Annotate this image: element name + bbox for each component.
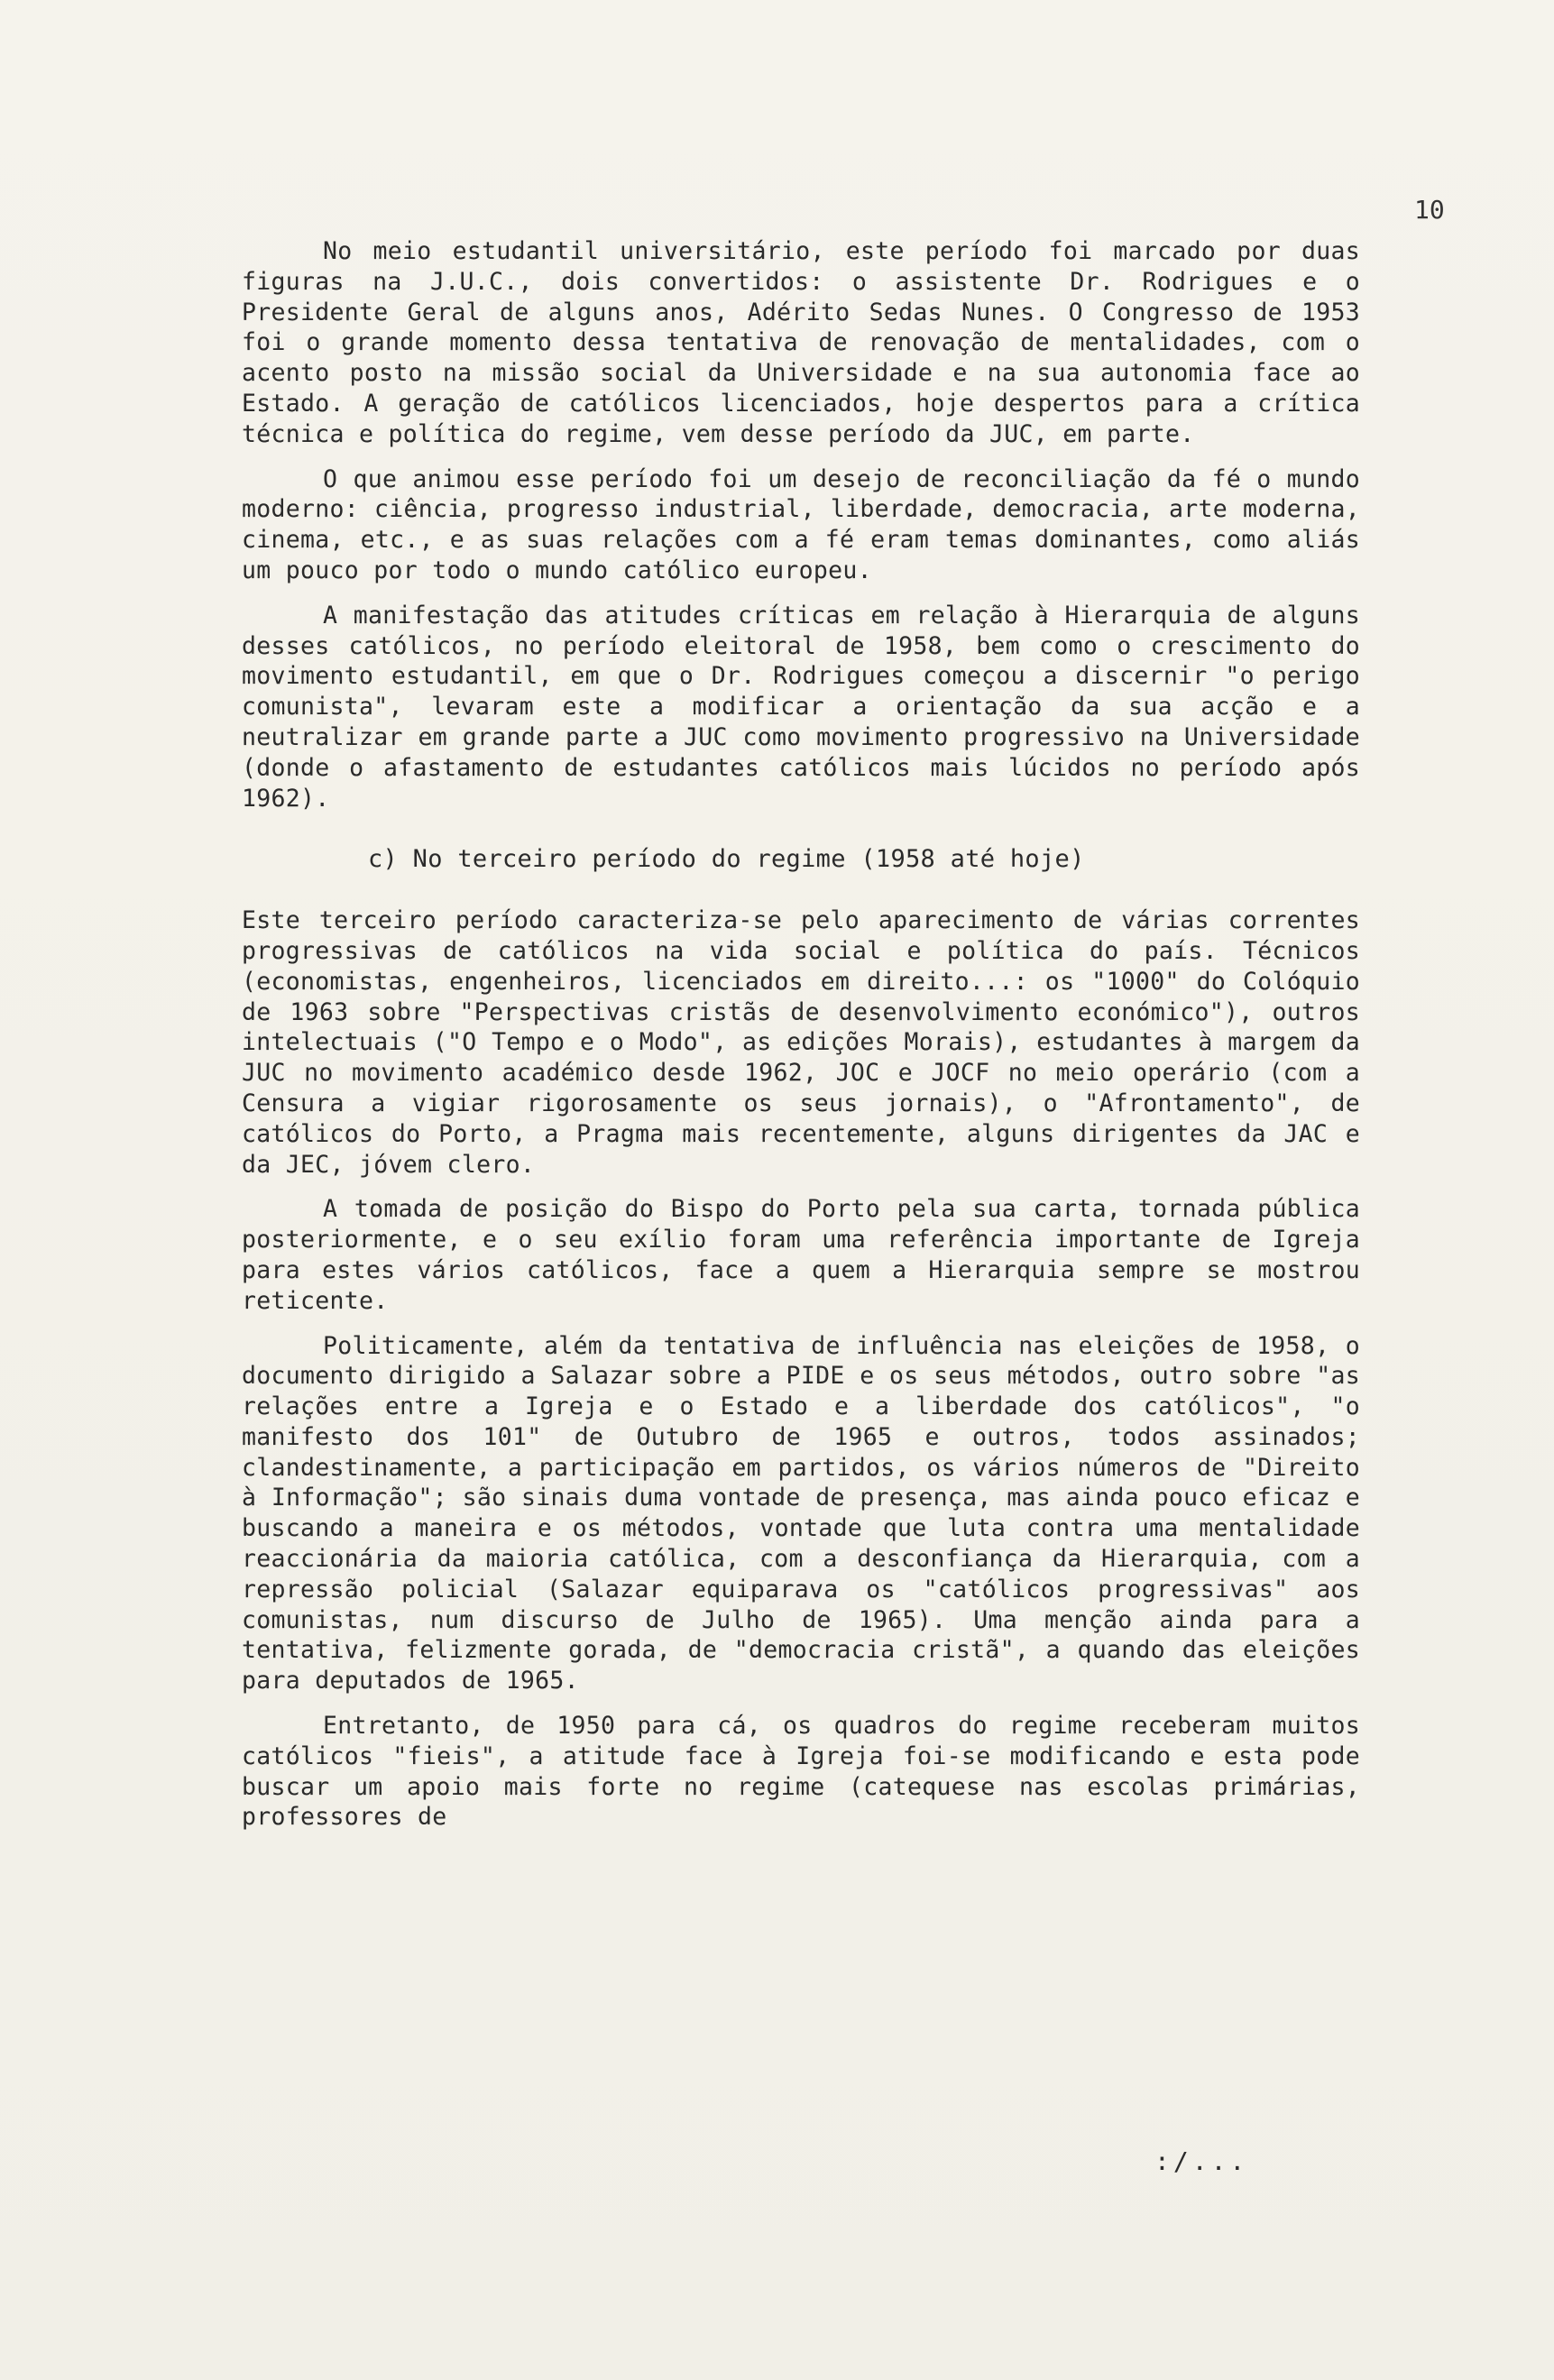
paragraph-third-period: Este terceiro período caracteriza-se pelo aparecimento de várias correntes progressivas de católicos na vida social e política do país. Técnicos (economistas, engenheiros, licenciados em direito...: os "1000" do Colóquio de 1963 sobre "Perspectivas cristãs de desenvolvimento económico"), outros intelectuais ("O Tempo e o Modo", as edições Morais), estudantes à margem da JUC no movimento académico desde 1962, JOC e JOCF no meio operário (com a Censura a vigiar rigorosamente os seus jornais), o "Afrontamento", de católicos do Porto, a Pragma mais recentemente, alguns dirigentes da JAC e da JEC, jóvem clero. <box>242 906 1360 1179</box>
paragraph-juc-university: No meio estudantil universitário, este período foi marcado por duas figuras na J.U.C., dois convertidos: o assistente Dr. Rodrigues e o Presidente Geral de alguns anos, Adérito Sedas Nunes. O Congresso de 1953 foi o grande momento dessa tentativa de renovação de mentalidades, com o acento posto na missão social da Universidade e na sua autonomia face ao Estado. A geração de católicos licenciados, hoje despertos para a crítica técnica e política do regime, vem desse período da JUC, em parte. <box>242 237 1360 448</box>
continuation-mark: :/... <box>1154 2146 1249 2176</box>
paragraph-meanwhile: Entretanto, de 1950 para cá, os quadros do regime receberam muitos católicos "fieis", a atitude face à Igreja foi-se modificando e esta pode buscar um apoio mais forte no regime (catequese nas escolas primárias, professores de <box>242 1712 1360 1832</box>
paragraph-reconciliation: O que animou esse período foi um desejo de reconciliação da fé o mundo moderno: ciência, progresso industrial, liberdade, democracia, arte moderna, cinema, etc., e as suas relações com a fé eram temas dominantes, como aliás um pouco por todo o mundo católico europeu. <box>242 464 1360 584</box>
section-heading: c) No terceiro período do regime (1958 até hoje) <box>368 845 1085 874</box>
page-number: 10 <box>1414 195 1445 225</box>
paragraph-hierarchy-critique: A manifestação das atitudes críticas em relação à Hierarquia de alguns desses católicos, no período eleitoral de 1958, bem como o crescimento do movimento estudantil, em que o Dr. Rodrigues começou a discernir "o perigo comunista", levaram este a modificar a orientação da sua acção e a neutralizar em grande parte a JUC como movimento progressivo na Universidade (donde o afastamento de estudantes católicos mais lúcidos no período após 1962). <box>242 601 1360 813</box>
paragraph-politically: Politicamente, além da tentativa de influência nas eleições de 1958, o documento dirigido a Salazar sobre a PIDE e os seus métodos, outro sobre "as relações entre a Igreja e o Estado e a liberdade dos católicos", "o manifesto dos 101" de Outubro de 1965 e outros, todos assinados; clandestinamente, a participação em partidos, os vários números de "Direito à Informação"; são sinais duma vontade de presença, mas ainda pouco eficaz e buscando a maneira e os métodos, vontade que luta contra uma mentalidade reaccionária da maioria católica, com a desconfiança da Hierarquia, com a repressão policial (Salazar equiparava os "católicos progressivas" aos comunistas, num discurso de Julho de 1965). Uma menção ainda para a tentativa, felizmente gorada, de "democracia cristã", a quando das eleições para deputados de 1965. <box>242 1331 1360 1695</box>
body-text <box>242 236 1360 1833</box>
paragraph-bishop-porto: A tomada de posição do Bispo do Porto pela sua carta, tornada pública posteriormente, e o seu exílio foram uma referência importante de Igreja para estes vários católicos, face a quem a Hierarquia sempre se mostrou reticente. <box>242 1195 1360 1315</box>
